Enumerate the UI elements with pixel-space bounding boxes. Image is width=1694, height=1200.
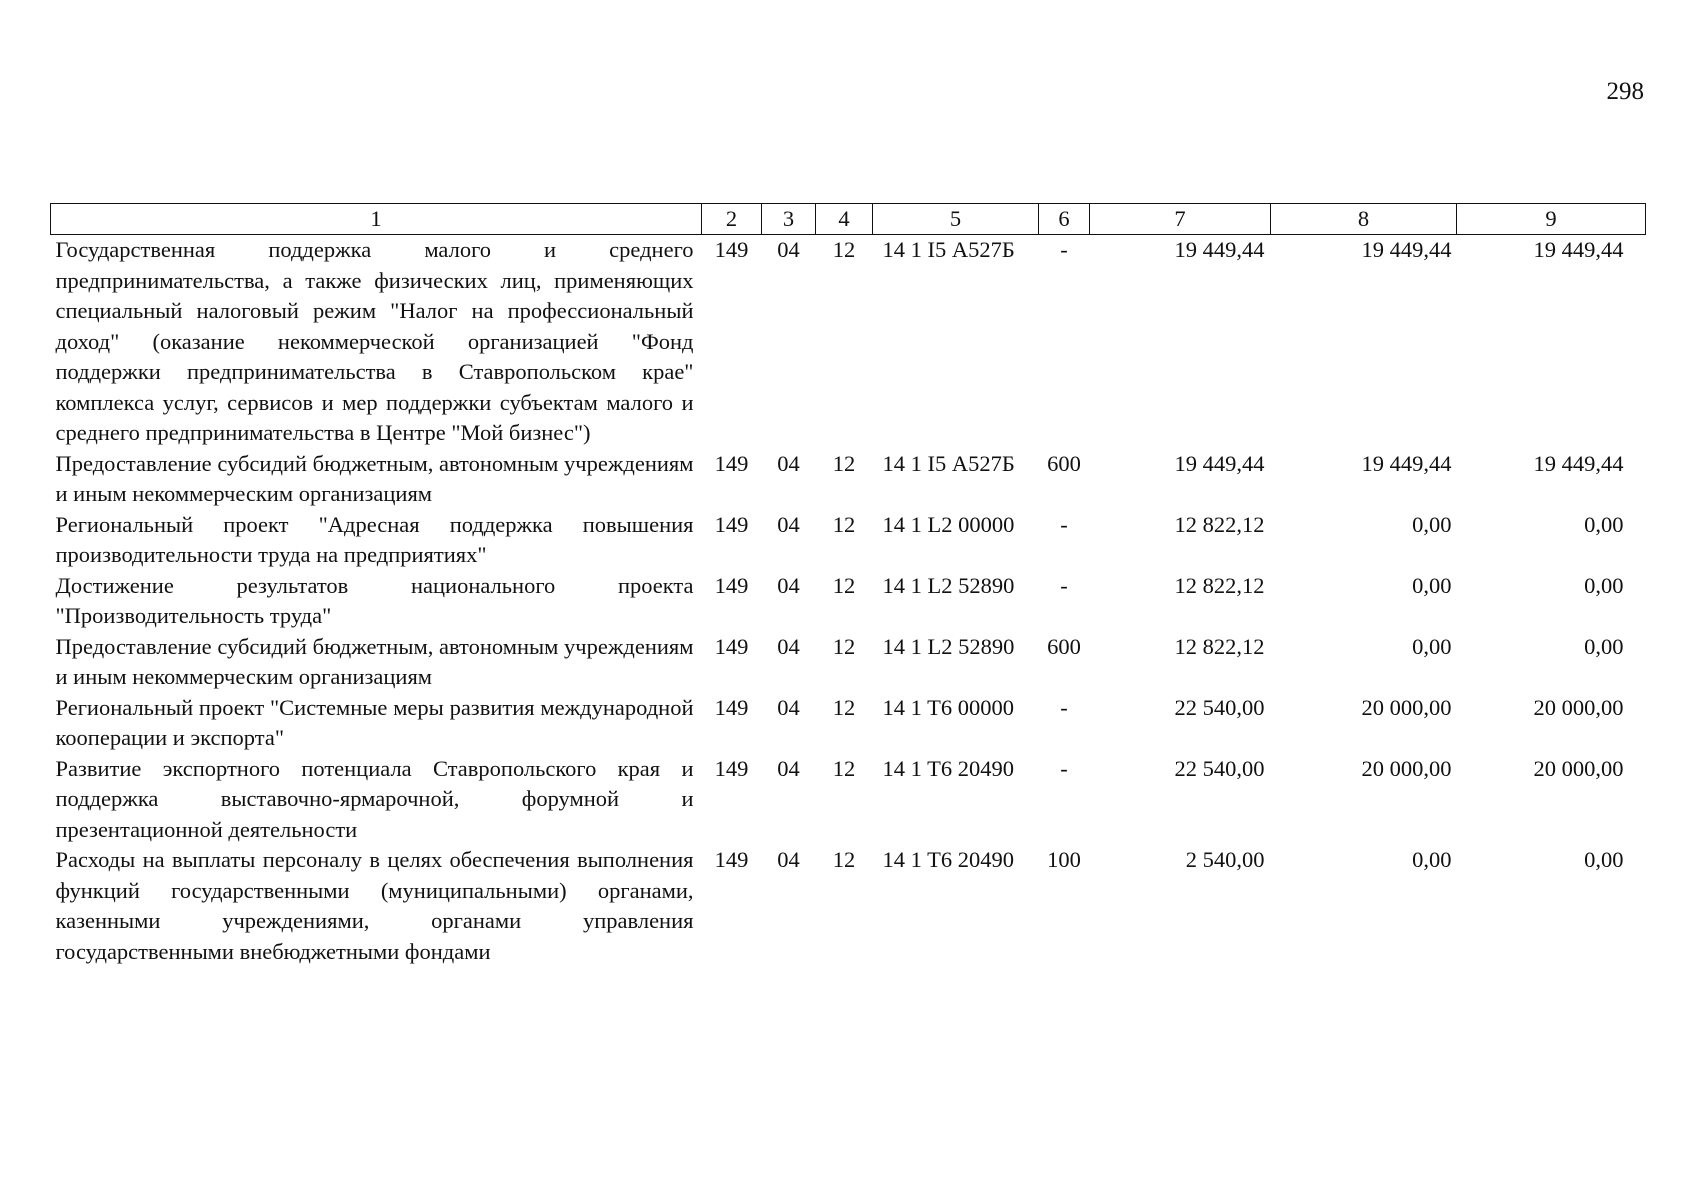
expense-type-code: - (1060, 572, 1068, 598)
amount-year-3: 19 449,44 (1533, 450, 1624, 476)
table-header (51, 204, 1646, 235)
amount-year-2: 0,00 (1412, 633, 1452, 659)
row-description: Предоставление субсидий бюджетным, автономным учреждениям и иным некоммерческим организациям (55, 450, 694, 506)
section-code: 04 (777, 450, 800, 476)
subsection-code: 12 (832, 847, 856, 872)
amount-year-2: 0,00 (1412, 572, 1452, 598)
target-article-code: 14 1 I5 А527Б (882, 237, 1015, 262)
admin-code: 149 (714, 450, 749, 476)
subsection-code: 12 (832, 633, 856, 659)
target-article-code: 14 1 L2 52890 (882, 633, 1015, 659)
expense-type-code: 600 (1047, 450, 1081, 476)
amount-year-3: 20 000,00 (1533, 694, 1624, 720)
budget-table (50, 203, 1646, 967)
expense-type-code: - (1060, 237, 1068, 262)
amount-year-3: 0,00 (1584, 511, 1624, 537)
target-article-code: 14 1 T6 20490 (882, 755, 1014, 781)
section-code: 04 (777, 755, 800, 781)
admin-code: 149 (714, 511, 749, 537)
admin-code: 149 (714, 694, 749, 720)
column-header: 1 (51, 204, 702, 235)
admin-code: 149 (714, 633, 749, 659)
row-description: Государственная поддержка малого и среднего предпринимательства, а также физических лиц, применяющих специальный налоговый режим "Налог на профессиональный доход" (оказание некоммерческой организацией "Фонд поддержки предпринимательства в Ставропольском крае" комплекса услуг, сервисов и мер поддержки субъектам малого и среднего предпринимательства в Центре "Мой бизнес") (55, 237, 694, 445)
amount-year-1: 19 449,44 (1174, 450, 1265, 476)
table-row (51, 510, 1646, 571)
target-article-code: 14 1 L2 00000 (882, 511, 1015, 537)
row-description: Региональный проект "Адресная поддержка повышения производительности труда на предприятиях" (55, 511, 694, 567)
amount-year-1: 19 449,44 (1174, 237, 1265, 262)
table-body (51, 235, 1646, 968)
section-code: 04 (777, 847, 800, 872)
page-number: 298 (1606, 78, 1644, 105)
admin-code: 149 (714, 237, 749, 262)
column-header: 3 (762, 204, 816, 235)
amount-year-2: 19 449,44 (1361, 237, 1452, 262)
subsection-code: 12 (832, 694, 856, 720)
amount-year-2: 20 000,00 (1361, 755, 1452, 781)
section-code: 04 (777, 572, 800, 598)
row-description: Предоставление субсидий бюджетным, автономным учреждениям и иным некоммерческим организациям (55, 633, 694, 689)
header-row (51, 204, 1646, 235)
table-row (51, 754, 1646, 846)
amount-year-1: 12 822,12 (1174, 633, 1265, 659)
column-header: 9 (1457, 204, 1646, 235)
column-header: 6 (1039, 204, 1090, 235)
table-row (51, 235, 1646, 449)
amount-year-2: 0,00 (1412, 511, 1452, 537)
amount-year-1: 22 540,00 (1174, 694, 1265, 720)
column-header: 4 (816, 204, 873, 235)
amount-year-3: 0,00 (1584, 572, 1624, 598)
row-description: Развитие экспортного потенциала Ставропольского края и поддержка выставочно-ярмарочной, форумной и презентационной деятельности (55, 755, 694, 842)
admin-code: 149 (714, 755, 749, 781)
table-row (51, 632, 1646, 693)
expense-type-code: 600 (1047, 633, 1081, 659)
expense-type-code: - (1060, 694, 1068, 720)
table-row (51, 571, 1646, 632)
amount-year-1: 12 822,12 (1174, 511, 1265, 537)
row-description: Достижение результатов национального проекта "Производительность труда" (55, 572, 694, 628)
amount-year-3: 0,00 (1584, 633, 1624, 659)
amount-year-3: 20 000,00 (1533, 755, 1624, 781)
amount-year-1: 22 540,00 (1174, 755, 1265, 781)
subsection-code: 12 (832, 237, 856, 262)
expense-type-code: - (1060, 511, 1068, 537)
subsection-code: 12 (832, 511, 856, 537)
target-article-code: 14 1 I5 А527Б (882, 450, 1015, 476)
section-code: 04 (777, 237, 800, 262)
row-description: Расходы на выплаты персоналу в целях обеспечения выполнения функций государственными (муниципальными) органами, казенными учреждениями, органами управления государственными внебюджетными фондами (55, 847, 694, 964)
subsection-code: 12 (832, 755, 856, 781)
amount-year-3: 19 449,44 (1533, 237, 1624, 262)
amount-year-1: 2 540,00 (1185, 847, 1265, 872)
column-header: 7 (1090, 204, 1271, 235)
expense-type-code: 100 (1047, 847, 1081, 872)
amount-year-3: 0,00 (1584, 847, 1624, 872)
admin-code: 149 (714, 572, 749, 598)
amount-year-2: 0,00 (1412, 847, 1452, 872)
table-row (51, 845, 1646, 967)
section-code: 04 (777, 633, 800, 659)
column-header: 2 (702, 204, 762, 235)
subsection-code: 12 (832, 572, 856, 598)
amount-year-1: 12 822,12 (1174, 572, 1265, 598)
admin-code: 149 (714, 847, 749, 872)
expense-type-code: - (1060, 755, 1068, 781)
subsection-code: 12 (832, 450, 856, 476)
table-row (51, 693, 1646, 754)
column-header: 5 (873, 204, 1039, 235)
table-row (51, 449, 1646, 510)
section-code: 04 (777, 694, 800, 720)
target-article-code: 14 1 L2 52890 (882, 572, 1015, 598)
target-article-code: 14 1 T6 00000 (882, 694, 1014, 720)
amount-year-2: 19 449,44 (1361, 450, 1452, 476)
column-header: 8 (1271, 204, 1457, 235)
row-description: Региональный проект "Системные меры развития международной кооперации и экспорта" (55, 694, 694, 750)
target-article-code: 14 1 T6 20490 (882, 847, 1014, 872)
amount-year-2: 20 000,00 (1361, 694, 1452, 720)
section-code: 04 (777, 511, 800, 537)
